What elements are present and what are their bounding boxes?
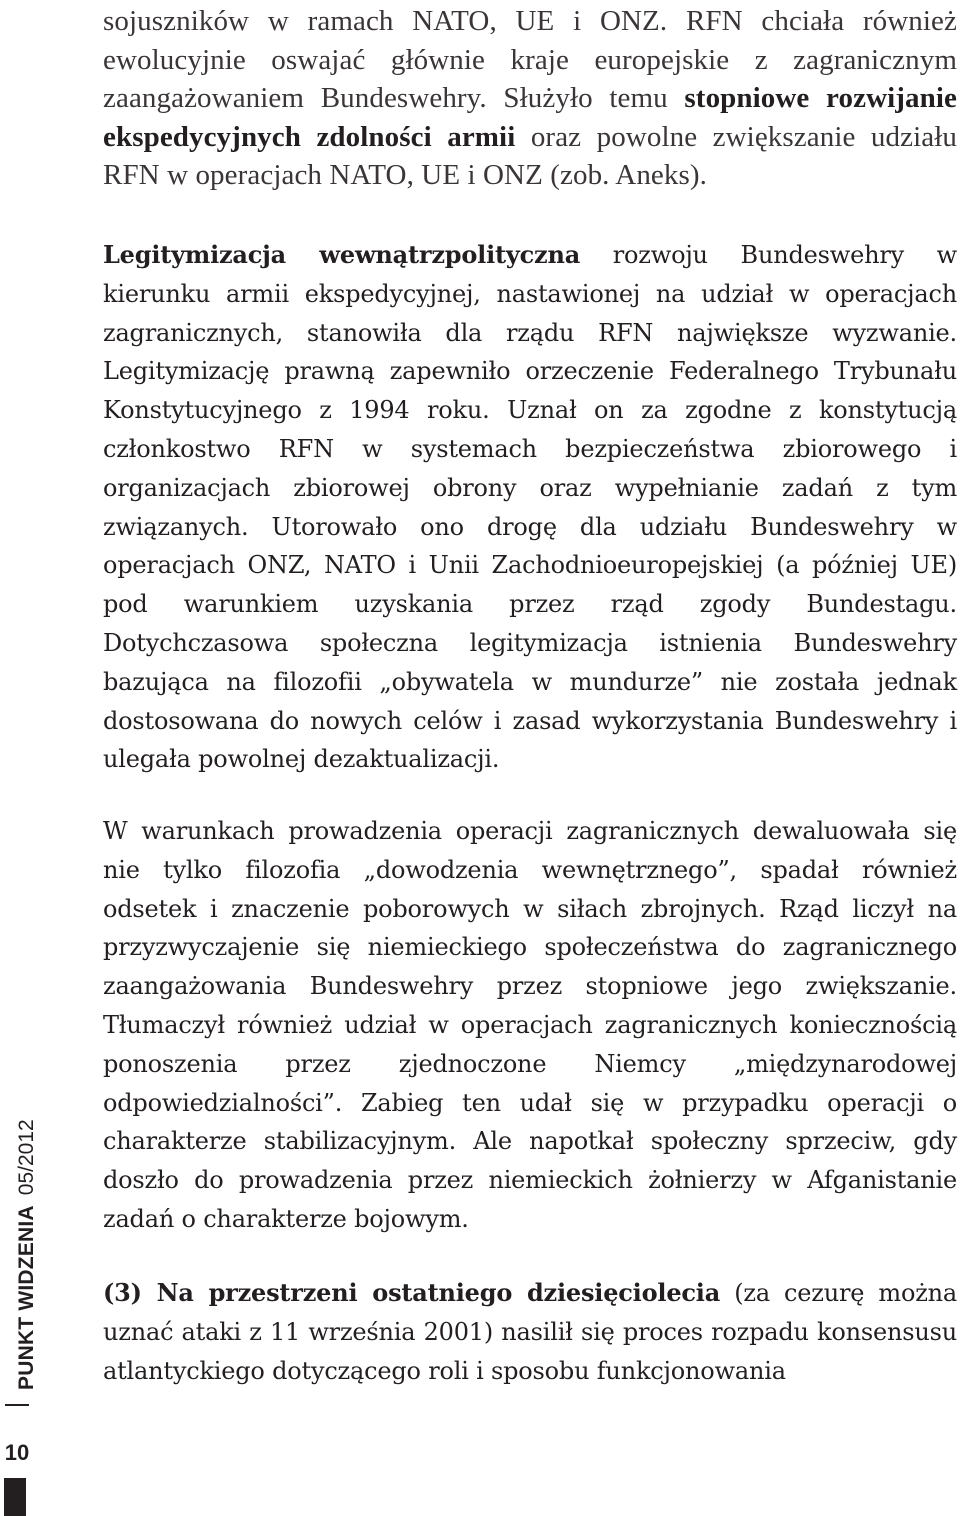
sidebar-divider xyxy=(5,1404,29,1406)
sidebar-running-title xyxy=(0,1050,40,1390)
paragraph-foreign-operations: W warunkach prowadzenia operacji zagranicznych dewaluowała się nie tylko filozofia „dowodzenia wewnętrznego”, spadał również odsetek i znaczenie poborowych w siłach zbrojnych. Rząd liczył na przyzwyczajenie się niemieckiego społeczeństwa do zagranicznego zaangażowania Bundeswehry przez stopniowe jego zwiększanie. Tłumaczył również udział w operacjach zagranicznych koniecznością ponoszenia przez zjednoczone Niemcy „międzynarodowej odpowiedzialności”. Zabieg ten udał się w przypadku operacji o charakterze stabilizacyjnym. Ale napotkał społeczny sprzeciw, gdy doszło do prowadzenia przez niemieckich żołnierzy w Afganistanie zadań o charakterze bojowym. xyxy=(103,817,957,1233)
paragraph-decade: (3) Na przestrzeni ostatniego dziesięciolecia (za cezurę można uznać ataki z 11 września 2001) nasilił się proces rozpadu konsensusu atlantyckiego dotyczącego roli i sposobu funkcjonowania xyxy=(103,1278,958,1385)
emphasis: Legitymizacja wewnątrzpolityczna xyxy=(103,240,581,269)
emphasis: stopniowe rozwijanie ekspedycyjnych zdolności armii xyxy=(103,82,957,153)
page-number: 10 xyxy=(4,1440,30,1465)
page-marker-block xyxy=(4,1478,26,1516)
publication-brand: PUNKT WIDZENIA xyxy=(15,1205,38,1390)
issue-number: 05/2012 xyxy=(15,1119,38,1196)
paragraph-continuation: sojuszników w ramach NATO, UE i ONZ. RFN chciała również ewolucyjnie oswajać głównie kraje europejskie z zagranicznym zaangażowaniem Bundeswehry. Służyło temu stopniowe rozwijanie ekspedycyjnych zdolności armii oraz powolne zwiększanie udziału RFN w operacjach NATO, UE i ONZ (zob. Aneks). xyxy=(103,5,957,191)
paragraph-legitimization: Legitymizacja wewnątrzpolityczna rozwoju Bundeswehry w kierunku armii ekspedycyjnej, nastawionej na udział w operacjach zagranicznych, stanowiła dla rządu RFN największe wyzwanie. Legitymizację prawną zapewniło orzeczenie Federalnego Trybunału Konstytucyjnego z 1994 roku. Uznał on za zgodne z konstytucją członkostwo RFN w systemach bezpieczeństwa zbiorowego i organizacjach zbiorowej obrony oraz wypełnianie zadań z tym związanych. Utorowało ono drogę dla udziału Bundeswehry w operacjach ONZ, NATO i Unii Zachodnioeuropejskiej (a później UE) pod warunkiem uzyskania przez rząd zgody Bundestagu. Dotychczasowa społeczna legitymizacja istnienia Bundeswehry bazująca na filozofii „obywatela w mundurze” nie została jednak dostosowana do nowych celów i zasad wykorzystania Bundeswehry i ulegała powolnej dezaktualizacji. xyxy=(103,240,957,774)
section-lead: (3) Na przestrzeni ostatniego dziesięciolecia xyxy=(103,1278,721,1307)
